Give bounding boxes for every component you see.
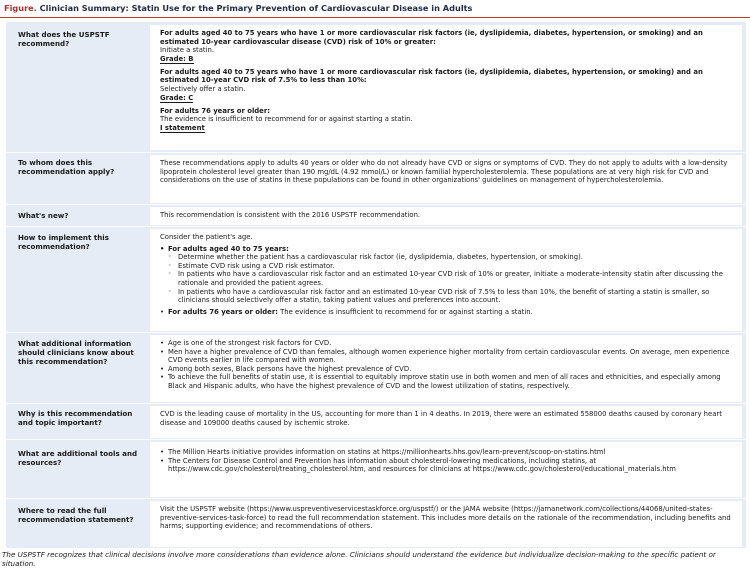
row-label-where: Where to read the full recommendation statement? <box>18 506 134 524</box>
implement-step-selective: ◦ In patients who have a cardiovascular risk factor and an estimated 10-year CVD risk of 7.5% to less than 10%, the benefit of starting a statin is smaller, so clinicians should selectively offer a statin, taking patient values and preferences into account. <box>160 288 736 305</box>
where-text: Visit the USPSTF website (https://www.uspreventiveservicestaskforce.org/uspstf/) or the JAMA website (https://jamanetwork.com/collections/44068/united-states-preventive-services-task-force) to read the full recommendation statement. This includes more details on the rationale of the recommendation, including benefits and harms; supporting evidence; and recommendations of others. <box>160 505 731 531</box>
grade-c-population: For adults aged 40 to 75 years who have 1 or more cardiovascular risk factors (ie, dyslipidemia, diabetes, hypertension, or smoking) and an estimated 10-year CVD risk of 7.5% to less than 10%: <box>160 67 703 85</box>
figure-title <box>0 0 750 18</box>
row-label-whom: To whom does this recommendation apply? <box>18 158 115 176</box>
figure-label: Figure. <box>4 3 37 13</box>
additional-bullet: • Men have a higher prevalence of CVD than females, although women experience higher mortality from certain cardiovascular events. On average, men experience CVD events earlier in life compared with women. <box>160 348 736 365</box>
row-new <box>6 204 746 226</box>
row-whom <box>6 152 746 204</box>
grade-b-action: Initiate a statin. <box>160 46 215 55</box>
grade-c-badge: Grade: C <box>160 93 194 102</box>
cell-important <box>150 406 742 438</box>
figure-title-text: Clinician Summary: Statin Use for the Primary Prevention of Cardiovascular Disease in Adults <box>39 3 473 13</box>
cell-additional <box>150 335 742 402</box>
cell-whom <box>150 155 742 203</box>
additional-bullet: • To achieve the full benefits of statin use, it is essential to equitably improve statin use in both women and men of all races and ethnicities, and especially among Black and Hispanic adults, who have the highest prevalence of CVD and the lowest utilization of statins, respectively. <box>160 373 736 390</box>
grade-b-population: For adults aged 40 to 75 years who have 1 or more cardiovascular risk factors (ie, dyslipidemia, diabetes, hypertension, or smoking) and an estimated 10-year cardiovascular disease (CVD) risk of 10% or greater: <box>160 29 703 46</box>
row-implement <box>6 226 746 332</box>
row-additional <box>6 332 746 403</box>
row-tools <box>6 439 746 498</box>
cell-where <box>150 501 742 547</box>
cell-new <box>150 207 742 225</box>
row-where <box>6 498 746 548</box>
cell-recommend <box>150 25 742 150</box>
footnote: The USPSTF recognizes that clinical decisions involve more considerations than evidence alone. Clinicians should understand the evidence but individualize decision-making to the specific patient or situation. <box>2 550 716 568</box>
row-label-recommend: What does the USPSTF recommend? <box>18 30 110 48</box>
implement-step-initiate: ◦ In patients who have a cardiovascular risk factor and an estimated 10-year CVD risk of 10% or greater, initiate a moderate-intensity statin after discussing the rationale and provided the patient agrees. <box>160 270 736 287</box>
implement-intro: Consider the patient's age. <box>160 233 253 241</box>
cell-implement <box>150 229 742 331</box>
implement-age-40-75-heading: • For adults aged 40 to 75 years: <box>160 245 736 254</box>
grade-c-action: Selectively offer a statin. <box>160 84 246 93</box>
implement-step-risk-factor: ◦ Determine whether the patient has a cardiovascular risk factor (ie, dyslipidemia, diabetes, hypertension, or smoking). <box>160 253 736 262</box>
i-statement-badge: I statement <box>160 123 205 132</box>
row-label-important: Why is this recommendation and topic important? <box>18 409 133 427</box>
cell-tools <box>150 442 742 497</box>
row-label-new: What's new? <box>18 211 69 220</box>
i-statement-action: The evidence is insufficient to recommend for or against starting a statin. <box>160 115 413 124</box>
grade-b-badge: Grade: B <box>160 54 194 63</box>
i-statement-population: For adults 76 years or older: <box>160 106 270 115</box>
tools-bullet-million-hearts: • The Million Hearts initiative provides information on statins at https://millionhearts.hhs.gov/learn-prevent/scoop-on-statins.html <box>160 448 736 457</box>
row-important <box>6 403 746 439</box>
row-label-implement: How to implement this recommendation? <box>18 233 109 251</box>
row-recommend <box>6 22 746 152</box>
summary-table <box>6 22 746 548</box>
important-text: CVD is the leading cause of mortality in the US, accounting for more than 1 in 4 deaths. In 2019, there were an estimated 558000 deaths caused by coronary heart disease and 109000 deaths caused by ischemic stroke. <box>160 410 722 427</box>
new-text: This recommendation is consistent with the 2016 USPSTF recommendation. <box>160 211 421 219</box>
implement-step-estimate: ◦ Estimate CVD risk using a CVD risk estimator. <box>160 262 736 271</box>
additional-bullet: • Among both sexes, Black persons have the highest prevalence of CVD. <box>160 365 736 374</box>
implement-age-76-text: The evidence is insufficient to recommend for or against starting a statin. <box>280 307 533 316</box>
implement-age-76-item <box>160 308 736 317</box>
implement-age-76-heading: For adults 76 years or older: <box>168 307 278 316</box>
tools-bullet-cdc: • The Centers for Disease Control and Prevention has information about cholesterol-lowering medications, including statins, at https://www.cdc.gov/cholesterol/treating_cholesterol.htm, and resources for clinicians at https://www.cdc.gov/cholesterol/educational_materials.htm <box>160 457 736 474</box>
row-label-tools: What are additional tools and resources? <box>18 449 138 467</box>
row-label-additional: What additional information should clinicians know about this recommendation? <box>18 339 134 366</box>
whom-text: These recommendations apply to adults 40 years or older who do not already have CVD or signs or symptoms of CVD. They do not apply to adults with a low-density lipoprotein cholesterol level greater than 190 mg/dL (4.92 mmol/L) or known familial hypercholesterolemia. These populations are at very high risk for CVD and considerations on the use of statins in these populations can be found in other organizations' guidelines on management of hypercholesterolemia. <box>160 159 728 185</box>
additional-bullet: • Age is one of the strongest risk factors for CVD. <box>160 339 736 348</box>
